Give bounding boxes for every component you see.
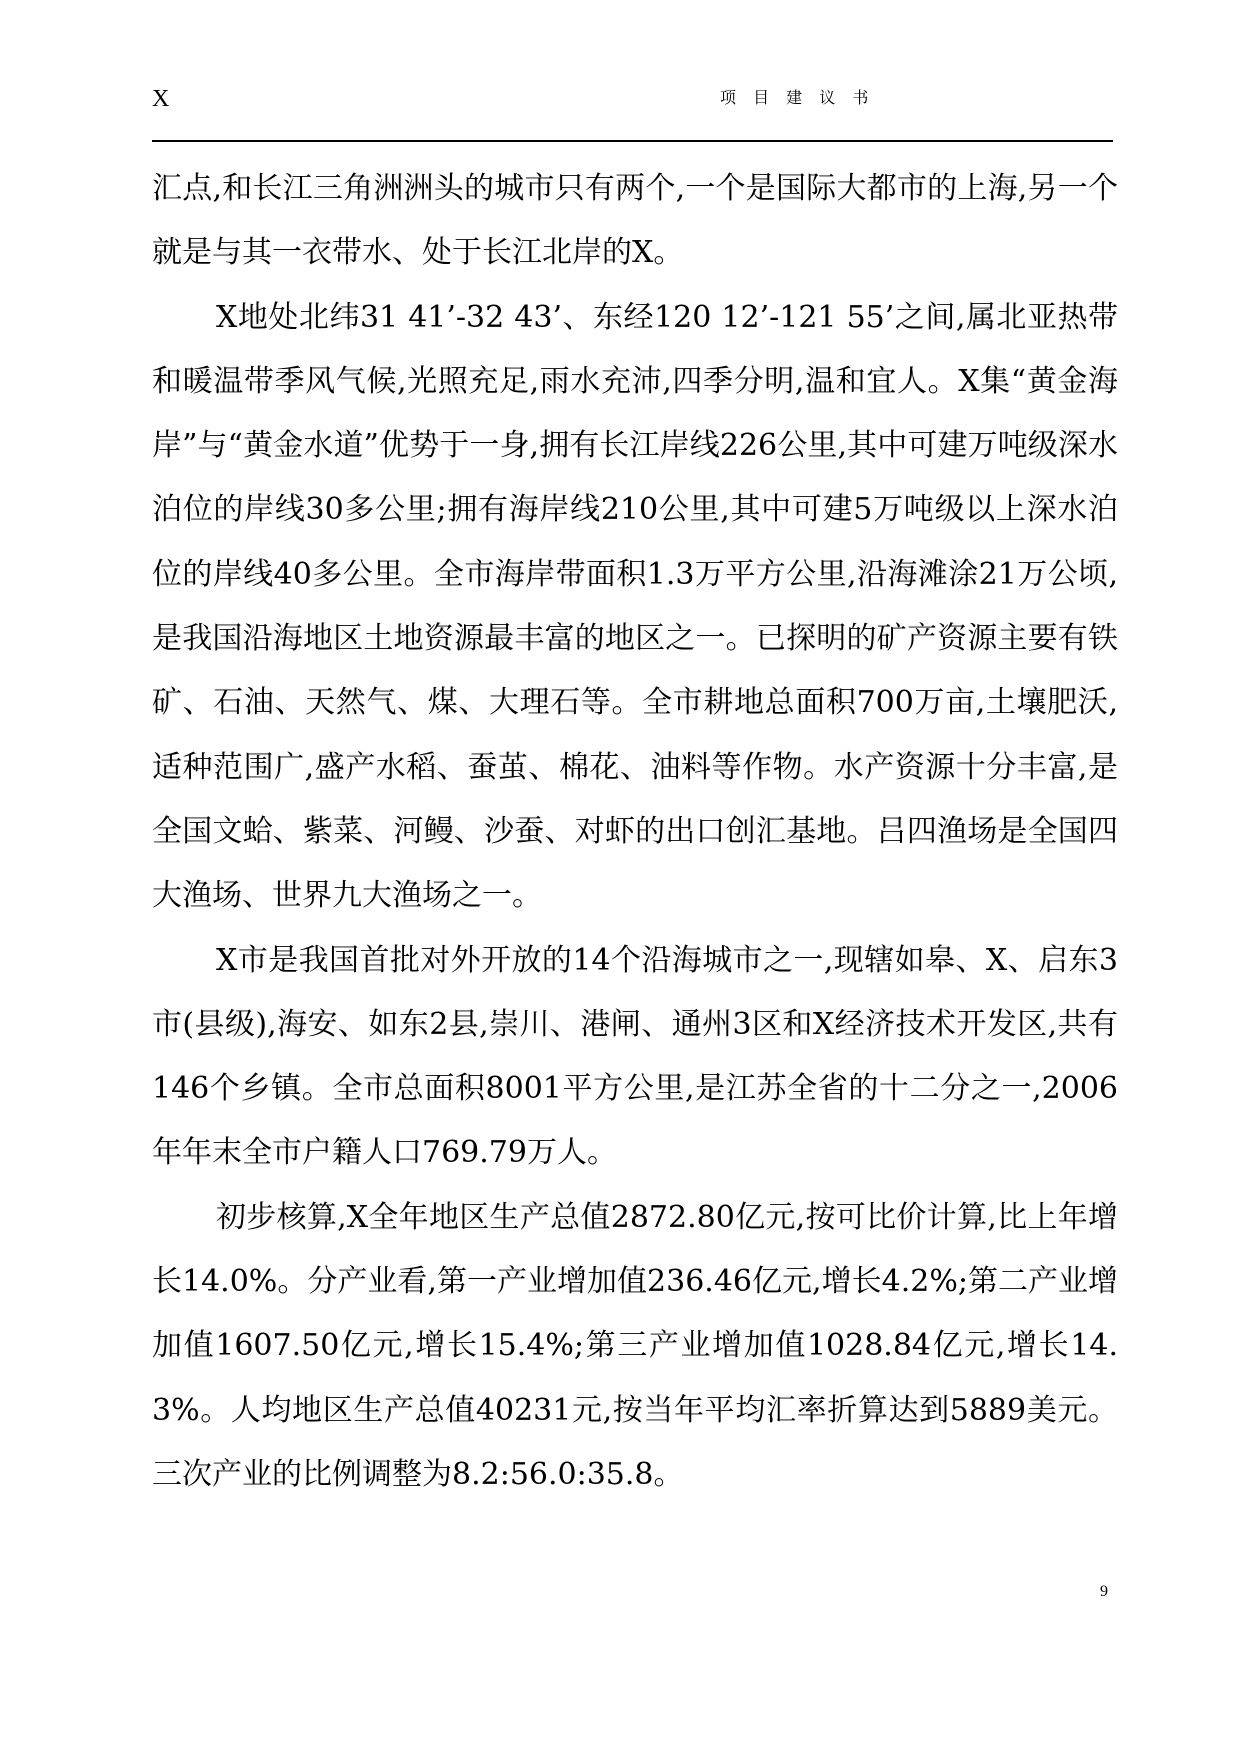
page-number: 9	[1100, 1583, 1108, 1600]
body-text	[152, 157, 1118, 1507]
paragraph-continuation: 汇点,和长江三角洲洲头的城市只有两个,一个是国际大都市的上海,另一个就是与其一衣带水、处于长江北岸的X。	[152, 171, 1118, 271]
paragraph-geography: X地处北纬31 41’-32 43’、东经120 12’-121 55’之间,属北亚热带和暖温带季风气候,光照充足,雨水充沛,四季分明,温和宜人。X集“黄金海岸”与“黄金水道”优势于一身,拥有长江岸线226公里,其中可建万吨级深水泊位的岸线30多公里;拥有海岸线210公里,其中可建5万吨级以上深水泊位的岸线40多公里。全市海岸带面积1.3万平方公里,沿海滩涂21万公顷,是我国沿海地区土地资源最丰富的地区之一。已探明的矿产资源主要有铁矿、石油、天然气、煤、大理石等。全市耕地总面积700万亩,土壤肥沃,适种范围广,盛产水稻、蚕茧、棉花、油料等作物。水产资源十分丰富,是全国文蛤、紫菜、河鳗、沙蚕、对虾的出口创汇基地。吕四渔场是全国四大渔场、世界九大渔场之一。	[152, 299, 1118, 914]
header-title: 项 目 建 议 书	[720, 88, 875, 107]
paragraph-administration: X市是我国首批对外开放的14个沿海城市之一,现辖如皋、X、启东3市(县级),海安、如东2县,崇川、港闸、通州3区和X经济技术开发区,共有146个乡镇。全市总面积8001平方公里,是江苏全省的十二分之一,2006年年末全市户籍人口769.79万人。	[152, 942, 1118, 1171]
header-divider	[152, 140, 1113, 142]
paragraph-economy: 初步核算,X全年地区生产总值2872.80亿元,按可比价计算,比上年增长14.0%。分产业看,第一产业增加值236.46亿元,增长4.2%;第二产业增加值1607.50亿元,增长15.4%;第三产业增加值1028.84亿元,增长14.3%。人均地区生产总值40231元,按当年平均汇率折算达到5889美元。三次产业的比例调整为8.2:56.0:35.8。	[152, 1199, 1118, 1492]
header-left-label: X	[152, 86, 170, 112]
